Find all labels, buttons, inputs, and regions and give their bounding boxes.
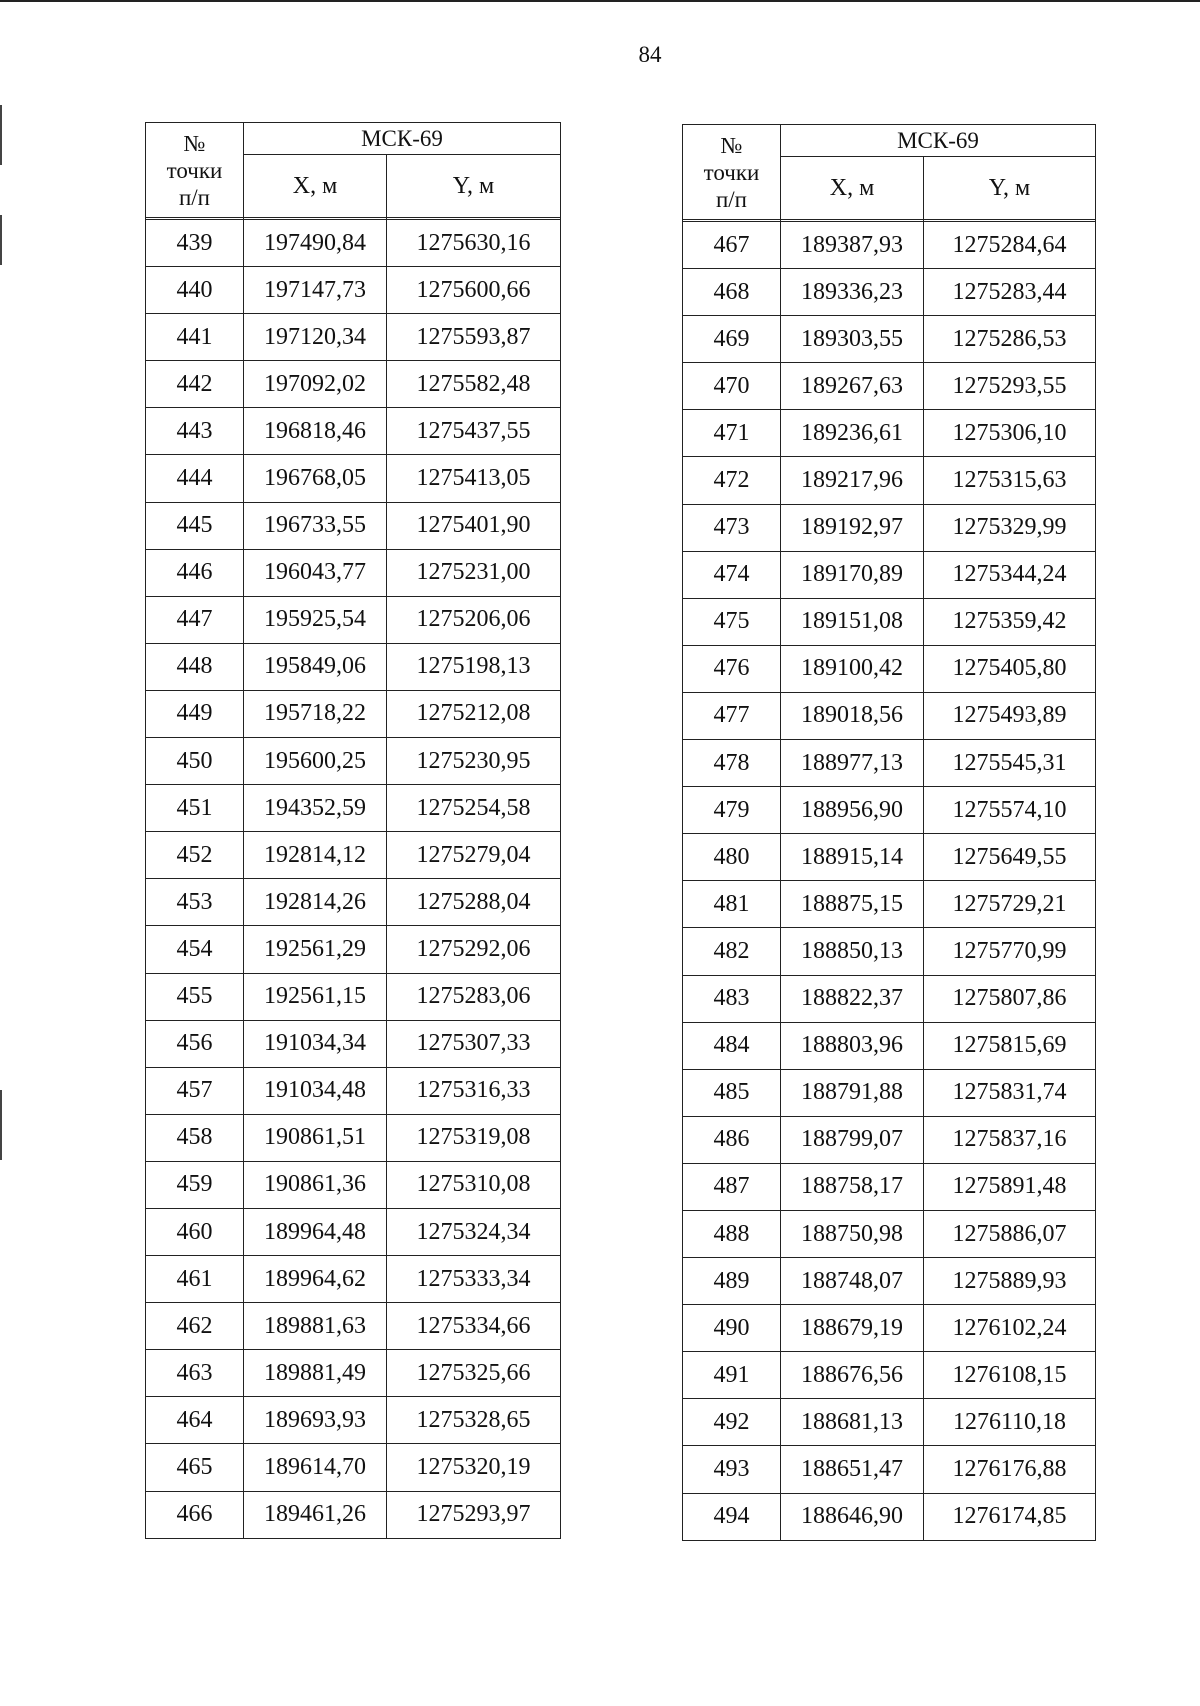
point-number-cell: 452: [146, 832, 244, 879]
y-coordinate-cell: 1275891,48: [924, 1163, 1096, 1210]
point-number-cell: 469: [683, 316, 781, 363]
point-number-cell: 478: [683, 740, 781, 787]
number-sign: №: [720, 132, 743, 158]
x-coordinate-cell: 197490,84: [244, 220, 387, 267]
ordinal-label: п/п: [715, 186, 747, 212]
point-number-cell: 463: [146, 1350, 244, 1397]
y-coordinate-cell: 1276108,15: [924, 1352, 1096, 1399]
point-number-cell: 468: [683, 269, 781, 316]
y-coordinate-cell: 1275600,66: [387, 267, 561, 314]
x-coordinate-cell: 192814,26: [244, 879, 387, 926]
point-number-cell: 485: [683, 1069, 781, 1116]
point-number-cell: 444: [146, 455, 244, 502]
point-number-cell: 471: [683, 410, 781, 457]
table-row: [146, 267, 561, 314]
point-number-header: [146, 123, 244, 218]
point-number-cell: 483: [683, 975, 781, 1022]
y-column-header: Y, м: [924, 157, 1096, 220]
x-coordinate-cell: 188915,14: [781, 834, 924, 881]
x-coordinate-cell: 196818,46: [244, 408, 387, 455]
coordinates-table-right: [682, 124, 1096, 1541]
x-coordinate-cell: 189387,93: [781, 222, 924, 269]
point-number-cell: 448: [146, 643, 244, 690]
point-label: точки: [166, 157, 223, 183]
x-coordinate-cell: 197120,34: [244, 314, 387, 361]
table-row: [683, 1210, 1096, 1257]
x-coordinate-cell: 189236,61: [781, 410, 924, 457]
x-coordinate-cell: 195849,06: [244, 643, 387, 690]
table-row: [683, 834, 1096, 881]
table-row: [683, 222, 1096, 269]
point-number-cell: 449: [146, 690, 244, 737]
x-coordinate-cell: 188748,07: [781, 1258, 924, 1305]
y-coordinate-cell: 1276174,85: [924, 1493, 1096, 1540]
x-coordinate-cell: 188850,13: [781, 928, 924, 975]
x-coordinate-cell: 190861,51: [244, 1114, 387, 1161]
y-coordinate-cell: 1275401,90: [387, 502, 561, 549]
x-coordinate-cell: 189303,55: [781, 316, 924, 363]
point-number-cell: 453: [146, 879, 244, 926]
table-row: [683, 1493, 1096, 1540]
table-row: [146, 220, 561, 267]
table-row: [146, 1161, 561, 1208]
x-coordinate-cell: 195600,25: [244, 738, 387, 785]
x-column-header: X, м: [244, 155, 387, 218]
y-coordinate-cell: 1275288,04: [387, 879, 561, 926]
page-number: 84: [638, 42, 662, 67]
point-number-cell: 484: [683, 1022, 781, 1069]
point-number-cell: 490: [683, 1305, 781, 1352]
table-row: [146, 926, 561, 973]
y-coordinate-cell: 1275293,55: [924, 363, 1096, 410]
x-coordinate-cell: 189693,93: [244, 1397, 387, 1444]
y-coordinate-cell: 1275306,10: [924, 410, 1096, 457]
point-number-cell: 482: [683, 928, 781, 975]
table-row: [146, 1491, 561, 1538]
x-coordinate-cell: 188803,96: [781, 1022, 924, 1069]
y-coordinate-cell: 1275831,74: [924, 1069, 1096, 1116]
x-coordinate-cell: 197092,02: [244, 361, 387, 408]
table-row: [683, 1069, 1096, 1116]
y-coordinate-cell: 1275319,08: [387, 1114, 561, 1161]
y-coordinate-cell: 1275325,66: [387, 1350, 561, 1397]
x-coordinate-cell: 188799,07: [781, 1116, 924, 1163]
y-coordinate-cell: 1275328,65: [387, 1397, 561, 1444]
x-coordinate-cell: 192561,15: [244, 973, 387, 1020]
y-coordinate-cell: 1275630,16: [387, 220, 561, 267]
point-number-cell: 446: [146, 549, 244, 596]
x-coordinate-cell: 188679,19: [781, 1305, 924, 1352]
y-coordinate-cell: 1275405,80: [924, 645, 1096, 692]
table-row: [683, 1163, 1096, 1210]
table-row: [146, 1256, 561, 1303]
table-row: [683, 928, 1096, 975]
x-coordinate-cell: 188758,17: [781, 1163, 924, 1210]
y-coordinate-cell: 1275212,08: [387, 690, 561, 737]
y-coordinate-cell: 1275574,10: [924, 787, 1096, 834]
table-row: [146, 1208, 561, 1255]
y-column-header: Y, м: [387, 155, 561, 218]
x-coordinate-cell: 195925,54: [244, 596, 387, 643]
table-row: [146, 973, 561, 1020]
y-coordinate-cell: 1276110,18: [924, 1399, 1096, 1446]
point-number-cell: 473: [683, 504, 781, 551]
point-number-cell: 460: [146, 1208, 244, 1255]
point-number-cell: 479: [683, 787, 781, 834]
point-number-cell: 466: [146, 1491, 244, 1538]
y-coordinate-cell: 1275316,33: [387, 1067, 561, 1114]
point-number-cell: 443: [146, 408, 244, 455]
point-number-cell: 450: [146, 738, 244, 785]
y-coordinate-cell: 1275198,13: [387, 643, 561, 690]
point-number-cell: 440: [146, 267, 244, 314]
x-coordinate-cell: 189614,70: [244, 1444, 387, 1491]
table-row: [683, 1446, 1096, 1493]
point-number-cell: 462: [146, 1303, 244, 1350]
y-coordinate-cell: 1275545,31: [924, 740, 1096, 787]
y-coordinate-cell: 1275807,86: [924, 975, 1096, 1022]
y-coordinate-cell: 1275889,93: [924, 1258, 1096, 1305]
x-coordinate-cell: 196768,05: [244, 455, 387, 502]
top-border-line: [0, 0, 1200, 2]
point-number-cell: 458: [146, 1114, 244, 1161]
table-row: [683, 551, 1096, 598]
x-column-header: X, м: [781, 157, 924, 220]
table-header: [146, 123, 561, 220]
y-coordinate-cell: 1275837,16: [924, 1116, 1096, 1163]
table-row: [683, 504, 1096, 551]
y-coordinate-cell: 1275324,34: [387, 1208, 561, 1255]
x-coordinate-cell: 188822,37: [781, 975, 924, 1022]
table-row: [146, 879, 561, 926]
y-coordinate-cell: 1275315,63: [924, 457, 1096, 504]
y-coordinate-cell: 1275329,99: [924, 504, 1096, 551]
table-row: [146, 1444, 561, 1491]
y-coordinate-cell: 1275493,89: [924, 692, 1096, 739]
y-coordinate-cell: 1275359,42: [924, 598, 1096, 645]
x-coordinate-cell: 188956,90: [781, 787, 924, 834]
point-number-cell: 454: [146, 926, 244, 973]
y-coordinate-cell: 1275770,99: [924, 928, 1096, 975]
x-coordinate-cell: 192814,12: [244, 832, 387, 879]
y-coordinate-cell: 1275320,19: [387, 1444, 561, 1491]
x-coordinate-cell: 195718,22: [244, 690, 387, 737]
table-row: [146, 738, 561, 785]
point-number-cell: 491: [683, 1352, 781, 1399]
table-row: [146, 690, 561, 737]
point-number-cell: 476: [683, 645, 781, 692]
table-row: [683, 1399, 1096, 1446]
y-coordinate-cell: 1275279,04: [387, 832, 561, 879]
table-row: [146, 314, 561, 361]
table-row: [146, 1067, 561, 1114]
x-coordinate-cell: 197147,73: [244, 267, 387, 314]
point-number-cell: 474: [683, 551, 781, 598]
point-number-cell: 472: [683, 457, 781, 504]
point-number-cell: 494: [683, 1493, 781, 1540]
table-row: [683, 692, 1096, 739]
y-coordinate-cell: 1276102,24: [924, 1305, 1096, 1352]
x-coordinate-cell: 188750,98: [781, 1210, 924, 1257]
x-coordinate-cell: 188875,15: [781, 881, 924, 928]
table-row: [683, 975, 1096, 1022]
scan-edge-mark: [0, 215, 2, 265]
point-label: точки: [703, 159, 760, 185]
scan-edge-mark: [0, 105, 2, 165]
coordinate-system-header: МСК-69: [781, 125, 1096, 157]
x-coordinate-cell: 189192,97: [781, 504, 924, 551]
table-row: [683, 410, 1096, 457]
point-number-cell: 480: [683, 834, 781, 881]
point-number-cell: 445: [146, 502, 244, 549]
y-coordinate-cell: 1275886,07: [924, 1210, 1096, 1257]
x-coordinate-cell: 188651,47: [781, 1446, 924, 1493]
point-number-cell: 489: [683, 1258, 781, 1305]
point-number-cell: 493: [683, 1446, 781, 1493]
x-coordinate-cell: 189217,96: [781, 457, 924, 504]
table-row: [146, 832, 561, 879]
point-number-cell: 475: [683, 598, 781, 645]
table-row: [146, 1303, 561, 1350]
table-row: [683, 457, 1096, 504]
point-number-cell: 442: [146, 361, 244, 408]
table-header: [683, 125, 1096, 222]
table-row: [146, 1397, 561, 1444]
table-row: [683, 1022, 1096, 1069]
table-row: [683, 1352, 1096, 1399]
y-coordinate-cell: 1275231,00: [387, 549, 561, 596]
x-coordinate-cell: 188791,88: [781, 1069, 924, 1116]
y-coordinate-cell: 1275283,44: [924, 269, 1096, 316]
table-row: [146, 549, 561, 596]
y-coordinate-cell: 1275344,24: [924, 551, 1096, 598]
x-coordinate-cell: 189336,23: [781, 269, 924, 316]
x-coordinate-cell: 189461,26: [244, 1491, 387, 1538]
table-row: [683, 1258, 1096, 1305]
point-number-cell: 441: [146, 314, 244, 361]
y-coordinate-cell: 1275334,66: [387, 1303, 561, 1350]
point-number-cell: 486: [683, 1116, 781, 1163]
x-coordinate-cell: 196733,55: [244, 502, 387, 549]
table-row: [683, 363, 1096, 410]
point-number-cell: 456: [146, 1020, 244, 1067]
x-coordinate-cell: 192561,29: [244, 926, 387, 973]
y-coordinate-cell: 1275206,06: [387, 596, 561, 643]
y-coordinate-cell: 1276176,88: [924, 1446, 1096, 1493]
x-coordinate-cell: 189964,62: [244, 1256, 387, 1303]
table-row: [683, 316, 1096, 363]
point-number-cell: 487: [683, 1163, 781, 1210]
point-number-cell: 459: [146, 1161, 244, 1208]
y-coordinate-cell: 1275254,58: [387, 785, 561, 832]
x-coordinate-cell: 189881,63: [244, 1303, 387, 1350]
point-number-cell: 470: [683, 363, 781, 410]
table-row: [146, 455, 561, 502]
point-number-cell: 464: [146, 1397, 244, 1444]
table-row: [146, 408, 561, 455]
point-number-cell: 461: [146, 1256, 244, 1303]
y-coordinate-cell: 1275413,05: [387, 455, 561, 502]
point-number-cell: 481: [683, 881, 781, 928]
x-coordinate-cell: 189100,42: [781, 645, 924, 692]
table-row: [146, 1020, 561, 1067]
table-row: [683, 1305, 1096, 1352]
table-row: [683, 881, 1096, 928]
x-coordinate-cell: 191034,34: [244, 1020, 387, 1067]
point-number-cell: 488: [683, 1210, 781, 1257]
table-row: [146, 596, 561, 643]
y-coordinate-cell: 1275310,08: [387, 1161, 561, 1208]
y-coordinate-cell: 1275284,64: [924, 222, 1096, 269]
point-number-cell: 465: [146, 1444, 244, 1491]
table-body: [146, 220, 561, 1539]
x-coordinate-cell: 189151,08: [781, 598, 924, 645]
y-coordinate-cell: 1275307,33: [387, 1020, 561, 1067]
x-coordinate-cell: 189964,48: [244, 1208, 387, 1255]
point-number-header: [683, 125, 781, 220]
x-coordinate-cell: 194352,59: [244, 785, 387, 832]
x-coordinate-cell: 190861,36: [244, 1161, 387, 1208]
ordinal-label: п/п: [178, 184, 210, 210]
y-coordinate-cell: 1275292,06: [387, 926, 561, 973]
x-coordinate-cell: 189018,56: [781, 692, 924, 739]
y-coordinate-cell: 1275283,06: [387, 973, 561, 1020]
x-coordinate-cell: 188977,13: [781, 740, 924, 787]
table-row: [683, 598, 1096, 645]
y-coordinate-cell: 1275582,48: [387, 361, 561, 408]
y-coordinate-cell: 1275286,53: [924, 316, 1096, 363]
point-number-cell: 447: [146, 596, 244, 643]
coordinate-system-header: МСК-69: [244, 123, 561, 155]
table-row: [683, 740, 1096, 787]
point-number-cell: 439: [146, 220, 244, 267]
point-number-cell: 455: [146, 973, 244, 1020]
point-number-cell: 467: [683, 222, 781, 269]
x-coordinate-cell: 188676,56: [781, 1352, 924, 1399]
number-sign: №: [183, 130, 206, 156]
y-coordinate-cell: 1275729,21: [924, 881, 1096, 928]
point-number-cell: 477: [683, 692, 781, 739]
table-row: [146, 643, 561, 690]
x-coordinate-cell: 189170,89: [781, 551, 924, 598]
y-coordinate-cell: 1275437,55: [387, 408, 561, 455]
y-coordinate-cell: 1275649,55: [924, 834, 1096, 881]
x-coordinate-cell: 189881,49: [244, 1350, 387, 1397]
y-coordinate-cell: 1275333,34: [387, 1256, 561, 1303]
table-row: [146, 1114, 561, 1161]
x-coordinate-cell: 189267,63: [781, 363, 924, 410]
point-number-cell: 492: [683, 1399, 781, 1446]
coordinates-table-left: [145, 122, 561, 1539]
table-row: [146, 502, 561, 549]
y-coordinate-cell: 1275593,87: [387, 314, 561, 361]
x-coordinate-cell: 188681,13: [781, 1399, 924, 1446]
table-row: [146, 361, 561, 408]
point-number-cell: 457: [146, 1067, 244, 1114]
table-row: [683, 645, 1096, 692]
x-coordinate-cell: 196043,77: [244, 549, 387, 596]
table-row: [146, 785, 561, 832]
y-coordinate-cell: 1275815,69: [924, 1022, 1096, 1069]
table-body: [683, 222, 1096, 1541]
scan-edge-mark: [0, 1090, 2, 1160]
table-row: [683, 1116, 1096, 1163]
x-coordinate-cell: 191034,48: [244, 1067, 387, 1114]
point-number-cell: 451: [146, 785, 244, 832]
x-coordinate-cell: 188646,90: [781, 1493, 924, 1540]
y-coordinate-cell: 1275293,97: [387, 1491, 561, 1538]
y-coordinate-cell: 1275230,95: [387, 738, 561, 785]
table-row: [683, 787, 1096, 834]
table-row: [683, 269, 1096, 316]
table-row: [146, 1350, 561, 1397]
